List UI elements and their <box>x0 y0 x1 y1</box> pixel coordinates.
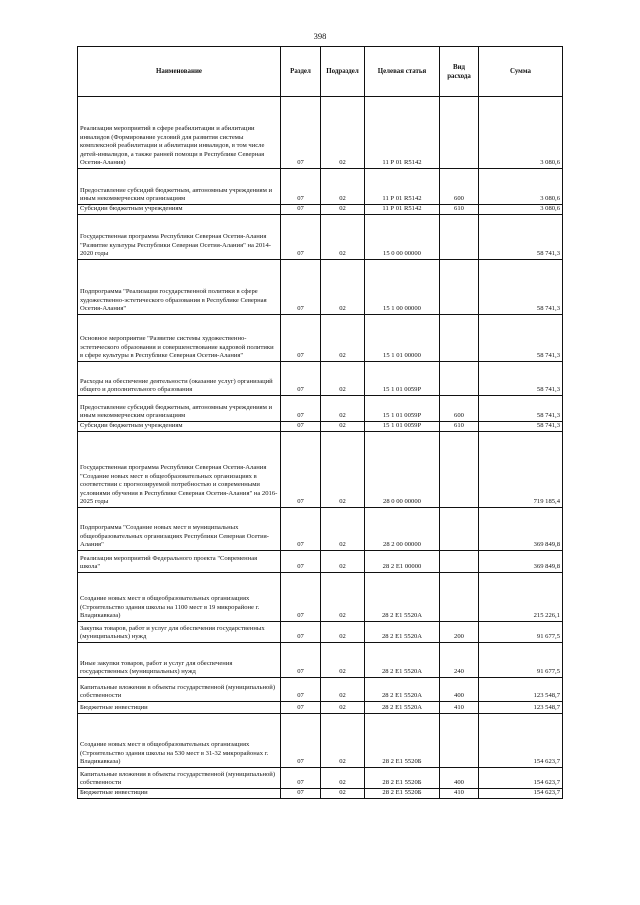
row-section: 07 <box>281 432 321 508</box>
table-row <box>78 714 563 768</box>
table-row <box>78 702 563 714</box>
row-target-item: 15 1 00 00000 <box>365 260 440 315</box>
row-section: 07 <box>281 551 321 573</box>
row-expense-type: 400 <box>440 768 479 789</box>
row-expense-type: 610 <box>440 422 479 432</box>
row-target-item: 11 Р 01 R5142 <box>365 205 440 215</box>
row-section: 07 <box>281 97 321 169</box>
table-row <box>78 396 563 422</box>
row-target-item: 11 Р 01 R5142 <box>365 169 440 205</box>
row-amount: 123 548,7 <box>479 678 563 702</box>
row-amount: 58 741,3 <box>479 215 563 260</box>
row-subsection: 02 <box>321 315 365 362</box>
row-section: 07 <box>281 396 321 422</box>
row-target-item: 15 0 00 00000 <box>365 215 440 260</box>
row-amount: 154 623,7 <box>479 789 563 799</box>
table-row <box>78 678 563 702</box>
row-target-item: 28 2 Е1 5520А <box>365 678 440 702</box>
table-row <box>78 768 563 789</box>
row-name: Бюджетные инвестиции <box>78 789 281 799</box>
row-amount: 3 080,6 <box>479 169 563 205</box>
row-target-item: 28 2 Е1 5520Б <box>365 768 440 789</box>
row-expense-type <box>440 315 479 362</box>
row-subsection: 02 <box>321 97 365 169</box>
row-amount: 58 741,3 <box>479 396 563 422</box>
header-subsection: Подраздел <box>321 47 365 97</box>
row-expense-type: 600 <box>440 169 479 205</box>
row-expense-type <box>440 573 479 622</box>
table-row <box>78 573 563 622</box>
row-expense-type <box>440 260 479 315</box>
table-row <box>78 432 563 508</box>
row-name: Предоставление субсидий бюджетным, автономным учреждениям и иным некоммерческим организациям <box>78 169 281 205</box>
row-target-item: 28 2 00 00000 <box>365 508 440 551</box>
row-name: Подпрограмма "Реализация государственной политики в сфере художественно-эстетического образования в Республике Северная Осетия-Алания" <box>78 260 281 315</box>
row-amount: 154 623,7 <box>479 714 563 768</box>
row-amount: 91 677,5 <box>479 622 563 643</box>
row-amount: 58 741,3 <box>479 422 563 432</box>
row-amount: 215 226,1 <box>479 573 563 622</box>
table-row <box>78 362 563 396</box>
row-section: 07 <box>281 508 321 551</box>
page-number: 398 <box>313 31 327 41</box>
row-expense-type <box>440 551 479 573</box>
row-section: 07 <box>281 260 321 315</box>
row-section: 07 <box>281 702 321 714</box>
row-name: Основное мероприятие "Развитие системы художественно-эстетического образования и совершенствование кадровой политики в сфере культуры в Республике Северная Осетия-Алания" <box>78 315 281 362</box>
row-target-item: 28 2 Е1 5520Б <box>365 714 440 768</box>
row-subsection: 02 <box>321 573 365 622</box>
header-expense-type: Вид расхода <box>440 47 479 97</box>
row-subsection: 02 <box>321 508 365 551</box>
row-expense-type <box>440 432 479 508</box>
row-section: 07 <box>281 362 321 396</box>
table-row <box>78 97 563 169</box>
table-row <box>78 643 563 678</box>
row-expense-type: 200 <box>440 622 479 643</box>
row-target-item: 28 2 Е1 5520А <box>365 643 440 678</box>
row-section: 07 <box>281 315 321 362</box>
row-subsection: 02 <box>321 702 365 714</box>
row-subsection: 02 <box>321 362 365 396</box>
row-section: 07 <box>281 205 321 215</box>
row-name: Создание новых мест в общеобразовательных организациях (Строительство здания школы на 530 мест в 31-32 микрорайонах г. Владикавказа) <box>78 714 281 768</box>
row-expense-type: 240 <box>440 643 479 678</box>
row-name: Предоставление субсидий бюджетным, автономным учреждениям и иным некоммерческим организациям <box>78 396 281 422</box>
budget-table <box>77 46 563 799</box>
row-section: 07 <box>281 714 321 768</box>
row-name: Расходы на обеспечение деятельности (оказание услуг) организаций общего и дополнительного образования <box>78 362 281 396</box>
row-subsection: 02 <box>321 768 365 789</box>
row-expense-type: 400 <box>440 678 479 702</box>
row-target-item: 28 0 00 00000 <box>365 432 440 508</box>
row-expense-type <box>440 508 479 551</box>
row-amount: 154 623,7 <box>479 768 563 789</box>
row-subsection: 02 <box>321 643 365 678</box>
header-section: Раздел <box>281 47 321 97</box>
row-name: Подпрограмма "Создание новых мест в муниципальных общеобразовательных организациях Республики Северная Осетия-Алания" <box>78 508 281 551</box>
row-name: Бюджетные инвестиции <box>78 702 281 714</box>
row-expense-type: 410 <box>440 702 479 714</box>
table-row <box>78 215 563 260</box>
row-subsection: 02 <box>321 422 365 432</box>
row-section: 07 <box>281 768 321 789</box>
row-target-item: 28 2 Е1 5520А <box>365 573 440 622</box>
table-row <box>78 422 563 432</box>
row-name: Капитальные вложения в объекты государственной (муниципальной) собственности <box>78 678 281 702</box>
row-amount: 3 080,6 <box>479 205 563 215</box>
row-amount: 91 677,5 <box>479 643 563 678</box>
row-name: Создание новых мест в общеобразовательных организациях (Строительство здания школы на 1100 мест в 19 микрорайоне г. Владикавказа) <box>78 573 281 622</box>
table-row <box>78 551 563 573</box>
row-subsection: 02 <box>321 678 365 702</box>
row-subsection: 02 <box>321 622 365 643</box>
row-amount: 58 741,3 <box>479 362 563 396</box>
row-target-item: 28 2 Е1 00000 <box>365 551 440 573</box>
row-section: 07 <box>281 573 321 622</box>
row-section: 07 <box>281 422 321 432</box>
header-amount: Сумма <box>479 47 563 97</box>
row-name: Субсидии бюджетным учреждениям <box>78 205 281 215</box>
row-name: Закупка товаров, работ и услуг для обеспечения государственных (муниципальных) нужд <box>78 622 281 643</box>
row-section: 07 <box>281 678 321 702</box>
table-row <box>78 789 563 799</box>
row-target-item: 11 Р 01 R5142 <box>365 97 440 169</box>
row-subsection: 02 <box>321 396 365 422</box>
row-section: 07 <box>281 643 321 678</box>
row-name: Капитальные вложения в объекты государственной (муниципальной) собственности <box>78 768 281 789</box>
row-section: 07 <box>281 169 321 205</box>
row-expense-type <box>440 97 479 169</box>
table-row <box>78 205 563 215</box>
row-subsection: 02 <box>321 714 365 768</box>
header-target-item: Целевая статья <box>365 47 440 97</box>
row-target-item: 15 1 01 00000 <box>365 315 440 362</box>
row-subsection: 02 <box>321 551 365 573</box>
table-row <box>78 622 563 643</box>
row-expense-type <box>440 714 479 768</box>
row-target-item: 28 2 Е1 5520А <box>365 702 440 714</box>
table-row <box>78 508 563 551</box>
row-target-item: 28 2 Е1 5520А <box>365 622 440 643</box>
row-section: 07 <box>281 215 321 260</box>
row-subsection: 02 <box>321 215 365 260</box>
row-amount: 719 185,4 <box>479 432 563 508</box>
row-subsection: 02 <box>321 205 365 215</box>
row-target-item: 28 2 Е1 5520Б <box>365 789 440 799</box>
row-subsection: 02 <box>321 169 365 205</box>
row-section: 07 <box>281 789 321 799</box>
row-expense-type: 410 <box>440 789 479 799</box>
row-name: Реализация мероприятий в сфере реабилитации и абилитации инвалидов (Формирование условий для развития системы комплексной реабилитации и абилитации инвалидов, в том числе детей-инвалидов, а также ранней помощи в Республике Северная Осетия-Алания) <box>78 97 281 169</box>
row-target-item: 15 1 01 0059Р <box>365 362 440 396</box>
row-section: 07 <box>281 622 321 643</box>
row-name: Иные закупки товаров, работ и услуг для обеспечения государственных (муниципальных) нужд <box>78 643 281 678</box>
row-name: Государственная программа Республики Северная Осетия-Алания "Развитие культуры Республики Северная Осетия-Алания" на 2014-2020 годы <box>78 215 281 260</box>
row-amount: 369 849,8 <box>479 551 563 573</box>
row-expense-type <box>440 362 479 396</box>
table-header-row <box>78 47 563 97</box>
header-name: Наименование <box>78 47 281 97</box>
row-amount: 58 741,3 <box>479 260 563 315</box>
row-subsection: 02 <box>321 789 365 799</box>
table-row <box>78 260 563 315</box>
table-row <box>78 169 563 205</box>
row-name: Субсидии бюджетным учреждениям <box>78 422 281 432</box>
row-amount: 3 080,6 <box>479 97 563 169</box>
row-name: Государственная программа Республики Северная Осетия-Алания "Создание новых мест в общеобразовательных организациях в соответствии с прогнозируемой потребностью и современными условиями обучения в Республике Северная Осетия-Алания" на 2016-2025 годы <box>78 432 281 508</box>
row-name: Реализация мероприятий Федерального проекта "Современная школа" <box>78 551 281 573</box>
table-row <box>78 315 563 362</box>
row-amount: 58 741,3 <box>479 315 563 362</box>
row-subsection: 02 <box>321 432 365 508</box>
row-expense-type: 610 <box>440 205 479 215</box>
row-amount: 369 849,8 <box>479 508 563 551</box>
row-expense-type: 600 <box>440 396 479 422</box>
row-subsection: 02 <box>321 260 365 315</box>
row-target-item: 15 1 01 0059Р <box>365 422 440 432</box>
row-amount: 123 548,7 <box>479 702 563 714</box>
row-target-item: 15 1 01 0059Р <box>365 396 440 422</box>
row-expense-type <box>440 215 479 260</box>
